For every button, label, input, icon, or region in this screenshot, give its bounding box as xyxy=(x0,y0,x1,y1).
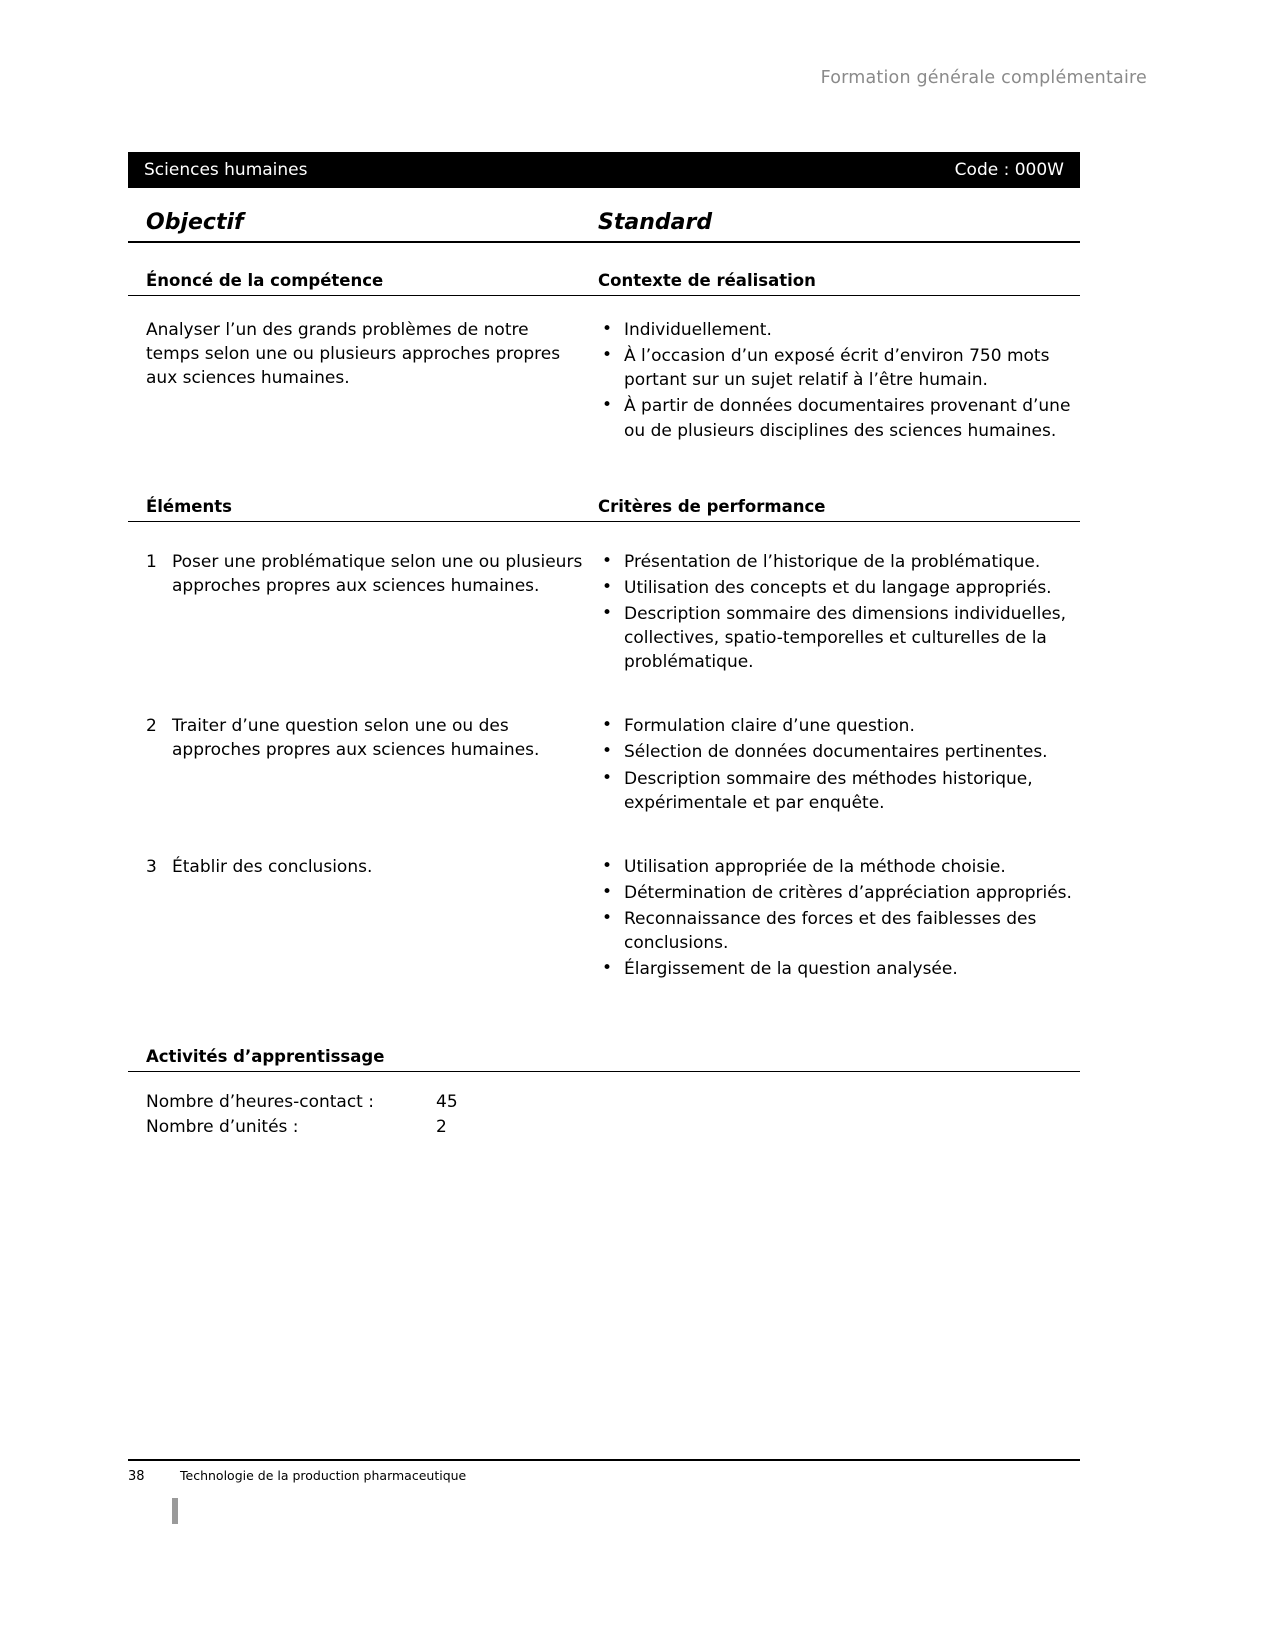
criteria-list xyxy=(598,550,1080,675)
contexte-subheading: Contexte de réalisation xyxy=(598,271,816,290)
list-item: • Reconnaissance des forces et des faiblesses des conclusions. xyxy=(598,907,1080,955)
subject-title: Sciences humaines xyxy=(144,160,308,180)
activities-value: 2 xyxy=(436,1116,447,1137)
list-item: • Élargissement de la question analysée. xyxy=(598,957,1080,981)
statement-context-subheads xyxy=(128,271,1080,296)
element-statement-cell xyxy=(128,714,598,817)
activities-line xyxy=(146,1115,1080,1139)
list-item: • Présentation de l’historique de la problématique. xyxy=(598,550,1080,574)
list-item: • Détermination de critères d’appréciation appropriés. xyxy=(598,881,1080,905)
contexte-cell xyxy=(598,318,1080,445)
element-number: 1 xyxy=(146,551,157,572)
section-title-bar xyxy=(128,152,1080,188)
element-row xyxy=(128,550,1080,677)
objectif-heading: Objectif xyxy=(146,210,244,235)
criteres-subheading: Critères de performance xyxy=(598,496,826,516)
criteria-list xyxy=(598,714,1080,815)
element-text: Établir des conclusions. xyxy=(172,856,373,877)
footer-document-title: Technologie de la production pharmaceutique xyxy=(180,1468,467,1483)
activities-label: Nombre d’unités : xyxy=(146,1116,299,1137)
list-item: • Description sommaire des méthodes historique, expérimentale et par enquête. xyxy=(598,767,1080,815)
competence-statement-cell xyxy=(128,318,598,445)
list-item: • Description sommaire des dimensions individuelles, collectives, spatio-temporelles et culturelles de la problématique. xyxy=(598,602,1080,674)
element-text: Traiter d’une question selon une ou des approches propres aux sciences humaines. xyxy=(172,716,540,761)
element-statement-cell xyxy=(128,855,598,984)
elements-subheading: Éléments xyxy=(146,496,232,516)
activities-heading: Activités d’apprentissage xyxy=(128,1047,1080,1072)
activities-body xyxy=(128,1072,1080,1138)
footer-divider xyxy=(128,1459,1080,1461)
element-statement-cell xyxy=(128,550,598,677)
enonce-subheading: Énoncé de la compétence xyxy=(146,271,384,290)
edge-marker xyxy=(172,1498,178,1524)
running-head: Formation générale complémentaire xyxy=(820,68,1147,88)
standard-heading: Standard xyxy=(598,210,713,235)
elements-criteria-subheads xyxy=(128,497,1080,522)
competence-statement: Analyser l’un des grands problèmes de notre temps selon une ou plusieurs approches propres aux sciences humaines. xyxy=(146,320,561,389)
activities-label: Nombre d’heures-contact : xyxy=(146,1092,374,1113)
course-code: Code : 000W xyxy=(954,160,1064,180)
activities-line xyxy=(146,1090,1080,1114)
criteria-list xyxy=(598,855,1080,982)
contexte-list xyxy=(598,318,1080,443)
element-number: 2 xyxy=(146,716,157,737)
list-item: • À l’occasion d’un exposé écrit d’environ 750 mots portant sur un sujet relatif à l’être humain. xyxy=(598,344,1080,392)
page-number: 38 xyxy=(128,1469,145,1484)
element-criteria-cell xyxy=(598,550,1080,677)
list-item: • Individuellement. xyxy=(598,318,1080,342)
element-row xyxy=(128,714,1080,817)
document-content xyxy=(128,210,1080,1139)
statement-context-row xyxy=(128,318,1080,445)
list-item: • Sélection de données documentaires pertinentes. xyxy=(598,740,1080,764)
element-row xyxy=(128,855,1080,984)
element-criteria-cell xyxy=(598,714,1080,817)
activities-value: 45 xyxy=(436,1092,458,1113)
element-text: Poser une problématique selon une ou plusieurs approches propres aux sciences humaines. xyxy=(172,551,583,596)
list-item: • À partir de données documentaires provenant d’une ou de plusieurs disciplines des sciences humaines. xyxy=(598,394,1080,442)
list-item: • Utilisation appropriée de la méthode choisie. xyxy=(598,855,1080,879)
list-item: • Formulation claire d’une question. xyxy=(598,714,1080,738)
page-footer xyxy=(128,1468,1080,1484)
column-headers xyxy=(128,210,1080,243)
element-number: 3 xyxy=(146,856,157,877)
list-item: • Utilisation des concepts et du langage appropriés. xyxy=(598,576,1080,600)
element-criteria-cell xyxy=(598,855,1080,984)
